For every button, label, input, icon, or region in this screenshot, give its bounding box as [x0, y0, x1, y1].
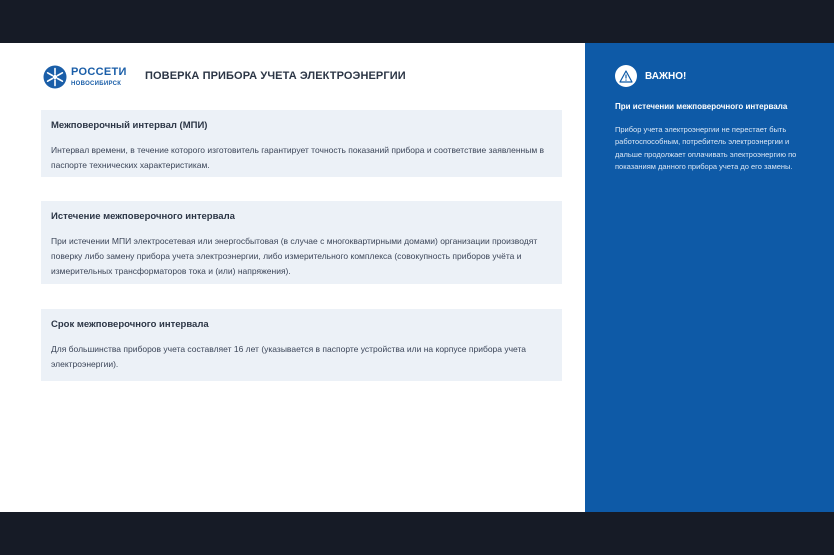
card-text: При истечении МПИ электросетевая или энергосбытовая (в случае с многоквартирными домами) организации производят поверку либо замену прибора учета электроэнергии, либо измерительного комплекса (совокупность приборов учёта и измерительных трансформаторов тока и (или) напряжения).	[51, 236, 538, 276]
important-text: Прибор учета электроэнергии не перестает быть работоспособным, потребитель электроэнергии и дальше продолжает оплачивать электроэнергию по показаниям данного прибора учета до его замены.	[615, 125, 797, 172]
important-subtitle: При истечении межповерочного интервала	[615, 102, 788, 111]
main-content	[0, 43, 585, 512]
card-title: Истечение межповерочного интервала	[51, 211, 235, 222]
logo-city: НОВОСИБИРСК	[71, 81, 122, 87]
card-mpi-term	[41, 309, 562, 381]
card-mpi-expiration	[41, 201, 562, 284]
important-sidebar	[585, 43, 834, 512]
rosseti-logo-icon	[43, 65, 67, 89]
logo-name: РОССЕТИ	[71, 66, 127, 78]
card-mpi-definition	[41, 110, 562, 177]
important-title: ВАЖНО!	[645, 70, 687, 82]
card-title: Межповерочный интервал (МПИ)	[51, 120, 208, 131]
slide	[0, 43, 834, 512]
rosseti-logo	[43, 65, 127, 89]
card-text: Для большинства приборов учета составляет 16 лет (указывается в паспорте устройства или на корпусе прибора учета электроэнергии).	[51, 344, 527, 369]
logo-text	[71, 67, 127, 87]
warning-triangle-icon	[619, 70, 633, 83]
warning-icon	[615, 65, 637, 87]
page-title: ПОВЕРКА ПРИБОРА УЧЕТА ЭЛЕКТРОЭНЕРГИИ	[145, 70, 406, 82]
card-title: Срок межповерочного интервала	[51, 319, 209, 330]
card-text: Интервал времени, в течение которого изготовитель гарантирует точность показаний прибора и соответствие заявленным в паспорте технических характеристикам.	[51, 145, 545, 170]
important-header	[615, 65, 804, 87]
